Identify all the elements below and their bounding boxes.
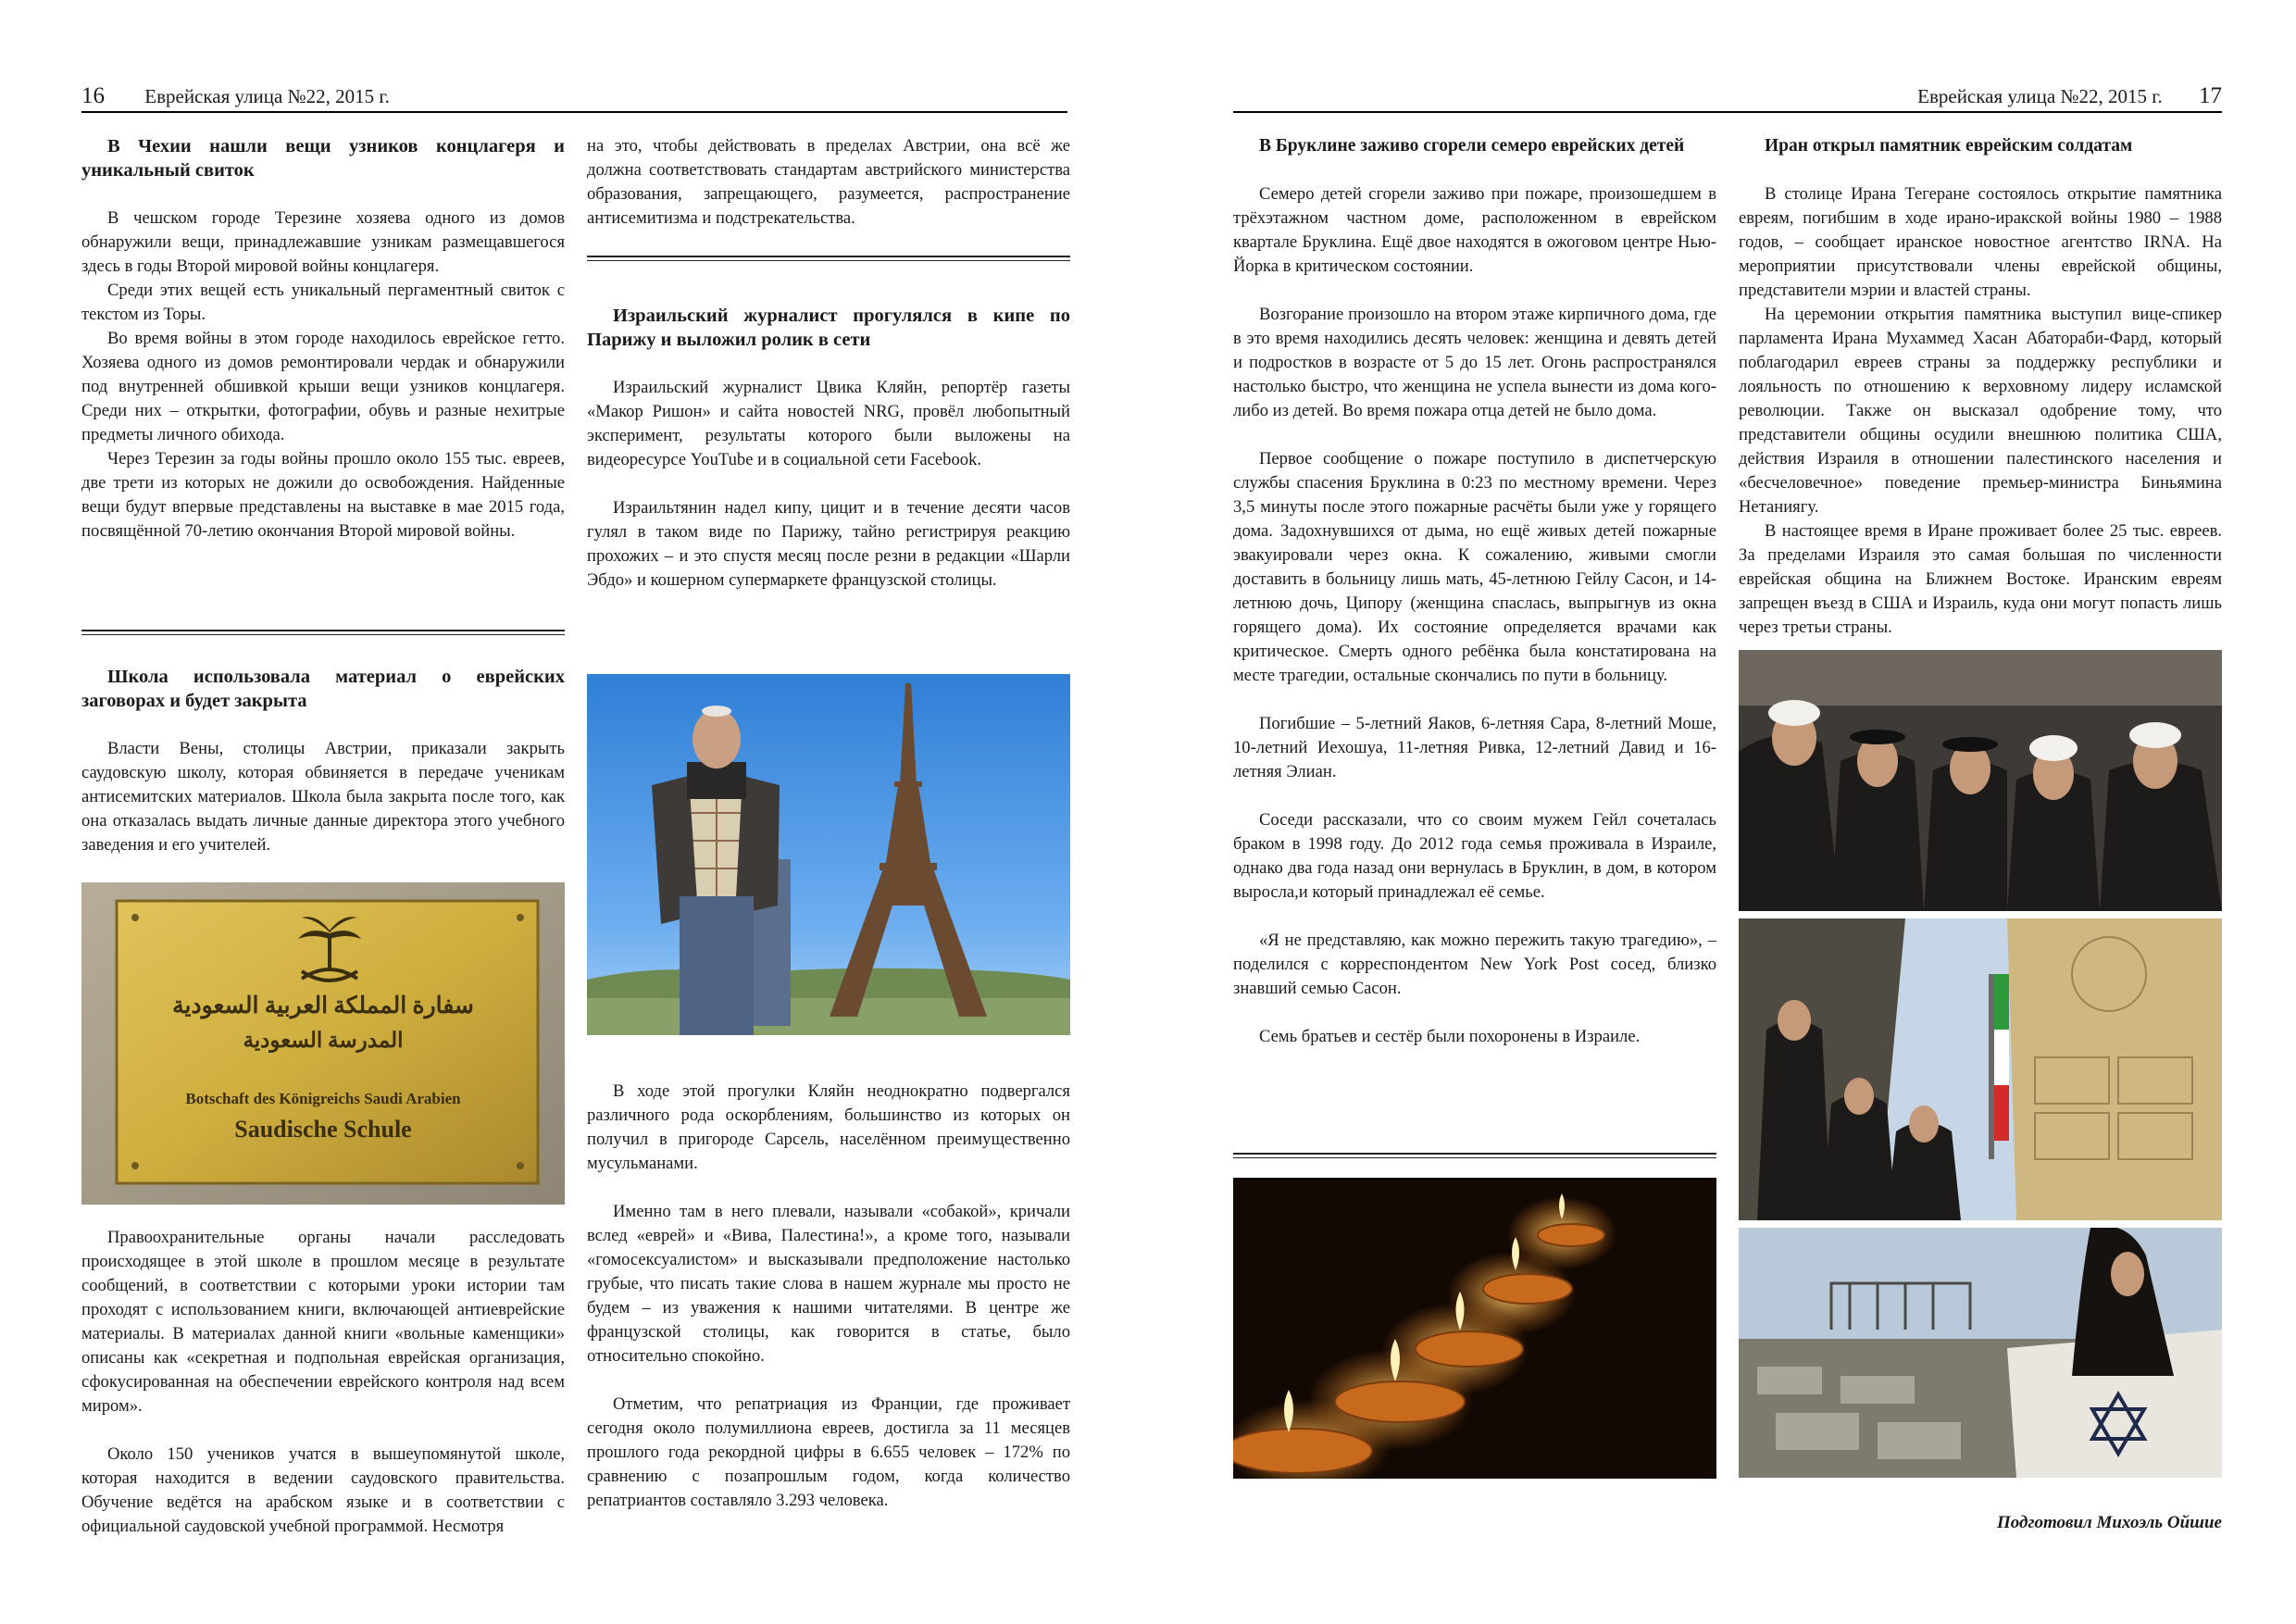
left-column-1b	[81, 665, 565, 857]
paragraph: Семь братьев и сестёр были похоронены в Израиле.	[1259, 1027, 1641, 1046]
paragraph: на это, чтобы действовать в пределах Австрии, она всё же должна соответствовать стандартам австрийского министерства образования, запрещающего, разумеется, распространение антисемитизма и подстрекательства.	[587, 136, 1070, 228]
article-headline: Иран открыл памятник еврейским солдатам	[1765, 136, 2133, 156]
header-rule	[1233, 111, 2222, 113]
paragraph: На церемонии открытия памятника выступил вице-спикер парламента Ирана Мухаммед Хасан Абатораби-Фард, который поблагодарил евреев страны за поддержку республики и лояльность по отношению к верховному лидеру исламской революции. Также он высказал одобрение тому, что представители общины осудили внешнюю политика США, действия Израиля в отношении палестинского населения и «бесчеловечное» поведение премьер-министра Биньямина Нетаниягу.	[1739, 305, 2222, 517]
left-column-1c	[81, 1226, 565, 1539]
paragraph: В ходе этой прогулки Кляйн неоднократно подвергался различного рода оскорблениям, большинство из которых он получил в пригороде Сарсель, населённом преимущественно мусульманами.	[587, 1081, 1070, 1173]
right-header	[1233, 81, 2222, 111]
paragraph: «Я не представляю, как можно пережить такую трагедию», – поделился с корреспондентом New York Post сосед, близко знавший семью Сасон.	[1233, 931, 1716, 998]
journalist-paris-photo	[587, 674, 1070, 1035]
section-divider	[587, 256, 1070, 261]
paragraph: В столице Ирана Тегеране состоялось открытие памятника евреям, погибшим в ходе ирано-иракской войны 1980 – 1988 годов, – сообщает иранское новостное агентство IRNA. На мероприятии присутствовали члены еврейской общины, представители мэрии и властей страны.	[1739, 184, 2222, 300]
left-column-2b	[587, 304, 1070, 593]
paragraph: Около 150 учеников учатся в вышеупомянутой школе, которая находится в ведении саудовского правительства. Обучение ведётся на арабском языке и в соответствии с официальной саудовской учебной программой. Несмотря	[81, 1444, 565, 1536]
iran-ceremony-photo-2	[1739, 918, 2222, 1220]
left-column-2	[587, 134, 1070, 231]
left-header	[81, 81, 1063, 111]
paragraph: В чешском городе Терезине хозяева одного из домов обнаружили вещи, принадлежавшие узникам размещавшегося здесь в годы Второй мировой войны концлагеря.	[81, 208, 565, 276]
paragraph: Отметим, что репатриация из Франции, где проживает сегодня около полумиллиона евреев, достигла за 11 месяцев прошлого года рекордной цифры в 6.655 человек – 172% по сравнению с позапрошлым годом, когда количество репатриантов составляло 3.293 человека.	[587, 1394, 1070, 1510]
paragraph: Соседи рассказали, что со своим мужем Гейл сочеталась браком в 1998 году. До 2012 года семья проживала в Израиле, однако два года назад они вернулась в Бруклин, в дом, в котором выросла,и который принадлежал её семье.	[1233, 810, 1716, 902]
article-headline: В Бруклине заживо сгорели семеро еврейских детей	[1259, 136, 1685, 156]
paragraph: В настоящее время в Иране проживает более 25 тыс. евреев. За пределами Израиля это самая большая по численности еврейская община на Ближнем Востоке. Иранским евреям запрещен въезд в США и Израиль, куда они могут попасть лишь через третьи страны.	[1739, 521, 2222, 637]
plaque-german-line-1: Botschaft des Königreichs Saudi Arabien	[185, 1090, 461, 1107]
article-headline: В Чехии нашли вещи узников концлагеря и уникальный свиток	[81, 136, 565, 181]
plaque-german-line-2: Saudische Schule	[234, 1116, 412, 1143]
paragraph: Возгорание произошло на втором этаже кирпичного дома, где в это время находились десять человек: женщина и девять детей и подростков в возрасте от 5 до 15 лет. Огонь распространялся настолько быстро, что женщина не успела вынести из дома кого-либо из детей. Во время пожара отца детей не было дома.	[1233, 305, 1716, 420]
section-divider	[81, 630, 565, 635]
paragraph: Израильтянин надел кипу, цицит и в течение десяти часов гулял в таком виде по Парижу, тайно регистрируя реакцию прохожих – и это спустя месяц после резни в редакции «Шарли Эбдо» и кошерном супермаркете французской столицы.	[587, 498, 1070, 590]
paragraph: Именно там в него плевали, называли «собакой», кричали вслед «еврей» и «Вива, Палестина!», а кроме того, называли «гомосексуалистом» и высказывали предположение настолько грубые, что писать такие слова в нашем журнале мы просто не будем – из уважения к нашими читателями. В центре же французской столицы, как говорится в статье, было относительно спокойно.	[587, 1202, 1070, 1366]
paragraph: Семеро детей сгорели заживо при пожаре, произошедшем в трёхэтажном частном доме, расположенном в еврейском квартале Бруклина. Ещё двое находятся в ожоговом центре Нью-Йорка в критическом состоянии.	[1233, 184, 1716, 276]
iran-cemetery-photo	[1739, 1228, 2222, 1478]
paragraph: Среди этих вещей есть уникальный пергаментный свиток с текстом из Торы.	[81, 281, 565, 324]
running-title: Еврейская улица №22, 2015 г.	[144, 85, 390, 107]
left-column-1	[81, 134, 565, 543]
right-page	[1148, 0, 2296, 1624]
kippah-icon	[702, 706, 731, 717]
paragraph: Первое сообщение о пожаре поступило в диспетчерскую службы спасения Бруклина в 0:23 по местному времени. Через 3,5 минуты после этого пожарные расчёты были уже у горящего дома. Задохнувшихся от дыма, но ещё живых детей пожарные эвакуировали через окна. К сожалению, живыми смогли доставить в больницу лишь мать, 45-летнюю Гейлу Сасон, и 14-летнюю дочь, Ципору (женщина спаслась, выпрыгнув из окна горящего дома). Их состояние определяется врачами как критическое. Смерть одного ребёнка была констатирована на месте трагедии, остальные скончались по пути в больницу.	[1233, 449, 1716, 685]
article-headline: Израильский журналист прогулялся в кипе по Парижу и выложил ролик в сети	[587, 306, 1070, 350]
plaque-arabic-line-1: سفارة المملكة العربية السعودية	[172, 993, 474, 1018]
iran-ceremony-photo-1	[1739, 650, 2222, 911]
paragraph: Погибшие – 5-летний Яаков, 6-летняя Сара, 8-летний Моше, 10-летний Иехошуа, 11-летняя Ривка, 12-летний Давид и 16-летняя Элиан.	[1233, 714, 1716, 781]
paragraph: Израильский журналист Цвика Кляйн, репортёр газеты «Макор Ришон» и сайта новостей NRG, провёл любопытный эксперимент, результаты которого были выложены на видеоресурсе YouTube и в социальной сети Facebook.	[587, 378, 1070, 469]
paragraph: Правоохранительные органы начали расследовать происходящее в этой школе в прошлом месяце в результате сообщений, в соответствии с которыми уроки истории там проходят с использованием книги, включающей антиеврейские материалы. В материалах данной книги «вольные каменщики» описаны как «секретная и подпольная еврейская организация, сфокусированная на обеспечении еврейского контроля над всем миром».	[81, 1228, 565, 1416]
section-divider	[1233, 1153, 1716, 1158]
paragraph: Во время войны в этом городе находилось еврейское гетто. Хозяева одного из домов ремонтировали чердак и обнаружили под внутренней обшивкой крыши вещи узников концлагеря. Среди них – открытки, фотографии, обувь и разные нехитрые предметы личного обихода.	[81, 329, 565, 444]
iran-flag-icon	[1989, 974, 2009, 1159]
right-column-2	[1739, 134, 2222, 640]
left-column-2c	[587, 1080, 1070, 1513]
running-title: Еврейская улица №22, 2015 г.	[1917, 85, 2163, 107]
article-headline: Школа использовала материал о еврейских заговорах и будет закрыта	[81, 667, 565, 711]
page-number: 16	[81, 83, 105, 108]
page-number: 17	[2199, 83, 2222, 108]
paragraph: Власти Вены, столицы Австрии, приказали закрыть саудовскую школу, которая обвиняется в передаче ученикам антисемитских материалов. Школа была закрыта после того, как она отказалась выдать личные данные директора этого учебного заведения и его учителей.	[81, 739, 565, 855]
saudi-school-plaque-photo	[81, 882, 565, 1205]
memorial-candles-photo	[1233, 1178, 1716, 1479]
header-rule	[81, 111, 1067, 113]
plaque-arabic-line-2: المدرسة السعودية	[243, 1029, 404, 1052]
paragraph: Через Терезин за годы войны прошло около 155 тыс. евреев, две трети из которых не дожили до освобождения. Найденные вещи будут впервые представлены на выставке в мае 2015 года, посвящённой 70-летию окончания Второй мировой войны.	[81, 449, 565, 541]
right-column-1	[1233, 134, 1716, 1049]
author-credit: Подготовил Михоэль Ойшие	[1996, 1513, 2222, 1532]
